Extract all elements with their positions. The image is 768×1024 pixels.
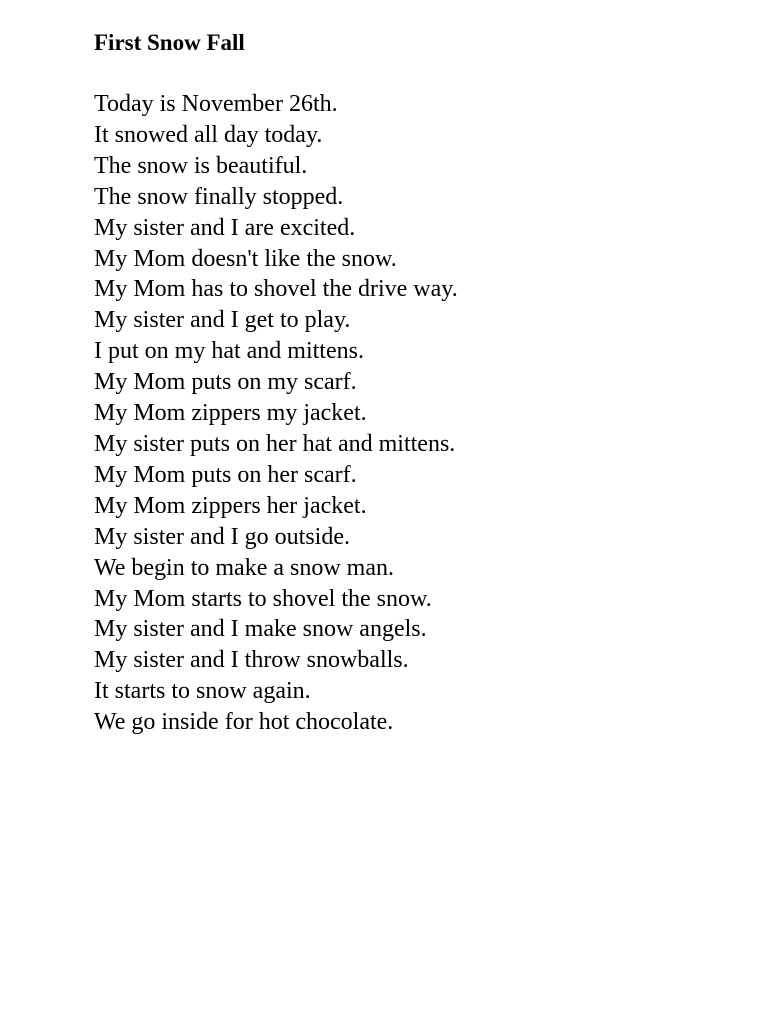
story-line: My sister and I go outside. [94, 523, 350, 550]
story-line: My Mom doesn't like the snow. [94, 245, 397, 272]
story-lines [94, 89, 458, 738]
story-line: It snowed all day today. [94, 121, 323, 148]
story-line: We go inside for hot chocolate. [94, 709, 394, 736]
story-line: The snow finally stopped. [94, 183, 344, 210]
document-title: First Snow Fall [94, 30, 245, 55]
story-line: My Mom puts on her scarf. [94, 461, 357, 488]
story-line: My sister and I make snow angels. [94, 616, 427, 643]
story-line: The snow is beautiful. [94, 152, 308, 179]
story-line: Today is November 26th. [94, 91, 338, 117]
story-line: It starts to snow again. [94, 678, 311, 705]
story-line: I put on my hat and mittens. [94, 338, 364, 365]
story-line: My sister and I get to play. [94, 307, 351, 334]
story-line: My Mom has to shovel the drive way. [94, 276, 458, 303]
story-line: My sister and I throw snowballs. [94, 647, 409, 674]
story-line: My Mom starts to shovel the snow. [94, 585, 432, 612]
story-line: We begin to make a snow man. [94, 554, 394, 581]
story-line: My Mom puts on my scarf. [94, 369, 357, 396]
story-line: My sister puts on her hat and mittens. [94, 430, 456, 457]
story-line: My Mom zippers her jacket. [94, 492, 367, 519]
story-line: My sister and I are excited. [94, 214, 356, 241]
story-line: My Mom zippers my jacket. [94, 400, 367, 427]
